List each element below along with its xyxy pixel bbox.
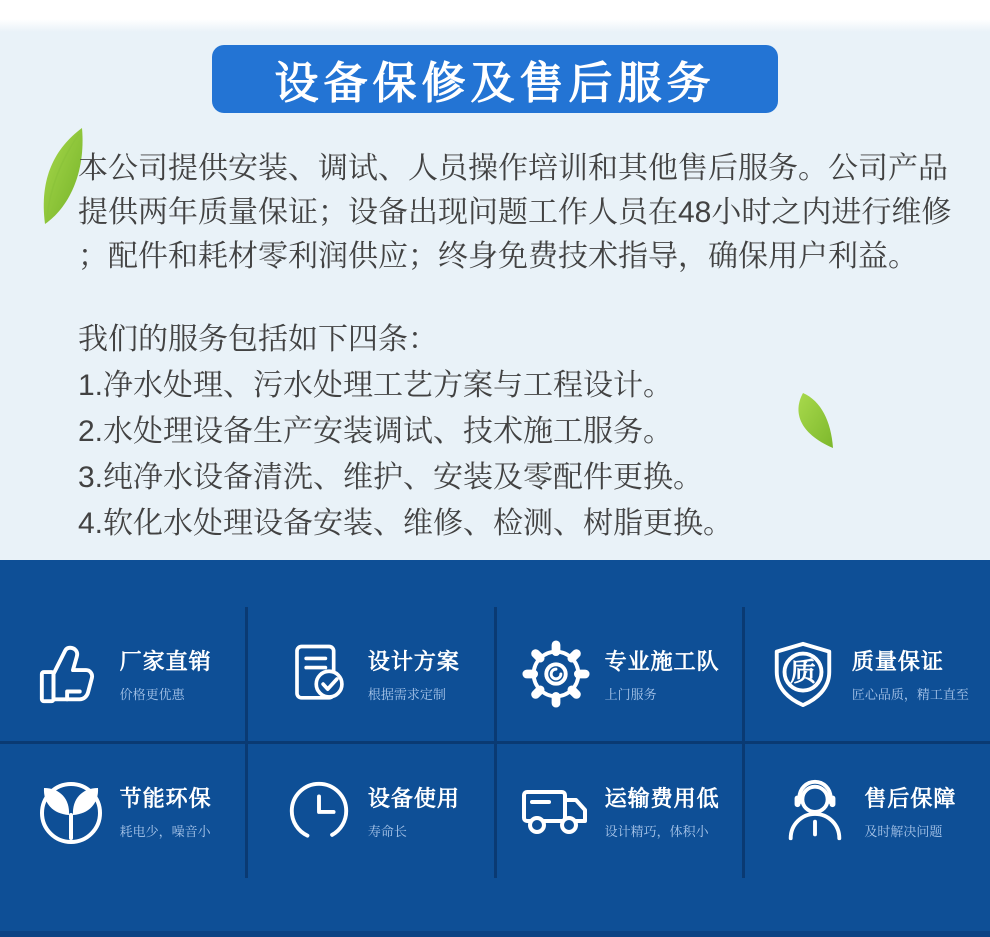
feature-subtitle: 价格更优惠: [119, 687, 185, 702]
features-section: [0, 560, 990, 937]
feature-subtitle: 及时解决问题: [864, 824, 943, 839]
bottom-edge: [0, 931, 990, 937]
service-item: 2.水处理设备生产安装调试、技术施工服务。: [78, 415, 674, 448]
document-check-icon: [282, 637, 356, 711]
clock-icon: [282, 774, 356, 848]
feature-title: 售后保障: [864, 786, 957, 811]
intro-line: 提供两年质量保证；设备出现问题工作人员在48小时之内进行维修: [78, 196, 952, 229]
feature-subtitle: 上门服务: [604, 687, 657, 702]
feature-title: 节能环保: [119, 786, 212, 811]
feature-tile-factory-direct: [0, 607, 245, 741]
feature-subtitle: 根据需求定制: [367, 687, 446, 702]
feature-title: 专业施工队: [604, 649, 720, 674]
feature-title: 质量保证: [851, 649, 944, 674]
feature-tile-quality-guarantee: [745, 607, 990, 741]
title-banner: [212, 45, 778, 113]
feature-title: 厂家直销: [119, 649, 212, 674]
feature-title: 设计方案: [367, 649, 460, 674]
service-item: 3.纯净水设备清洗、维护、安装及零配件更换。: [78, 461, 704, 494]
sprout-icon: [34, 774, 108, 848]
feature-tile-design-plan: [248, 607, 493, 741]
feature-title: 运输费用低: [604, 786, 720, 811]
feature-title: 设备使用: [367, 786, 460, 811]
feature-tile-after-sales: [745, 744, 990, 878]
feature-tile-low-transport-cost: [497, 744, 742, 878]
feature-tile-equipment-life: [248, 744, 493, 878]
features-grid: [0, 607, 990, 878]
truck-icon: [519, 774, 593, 848]
intro-paragraph: [78, 147, 952, 279]
service-item: 4.软化水处理设备安装、维修、检测、树脂更换。: [78, 507, 734, 540]
headset-icon: [778, 774, 852, 848]
quality-shield-icon: [766, 637, 840, 711]
service-item: 1.净水处理、污水处理工艺方案与工程设计。: [78, 369, 674, 402]
feature-subtitle: 匠心品质，精工直至: [851, 687, 969, 702]
leaf-icon: [791, 391, 837, 451]
feature-tile-construction-team: [497, 607, 742, 741]
quality-badge-char: 质: [789, 656, 816, 687]
feature-subtitle: 耗电少，噪音小: [119, 824, 211, 839]
top-highlight: [0, 0, 990, 32]
gear-icon: [519, 637, 593, 711]
feature-tile-energy-saving: [0, 744, 245, 878]
services-heading: 我们的服务包括如下四条：: [78, 323, 438, 356]
feature-subtitle: 设计精巧，体积小: [604, 824, 709, 839]
feature-subtitle: 寿命长: [367, 824, 407, 839]
page-title: 设备保修及售后服务: [274, 59, 716, 108]
intro-line: ；配件和耗材零利润供应；终身免费技术指导，确保用户利益。: [78, 240, 918, 273]
intro-line: 本公司提供安装、调试、人员操作培训和其他售后服务。公司产品: [78, 152, 948, 185]
thumbs-up-icon: [34, 637, 108, 711]
